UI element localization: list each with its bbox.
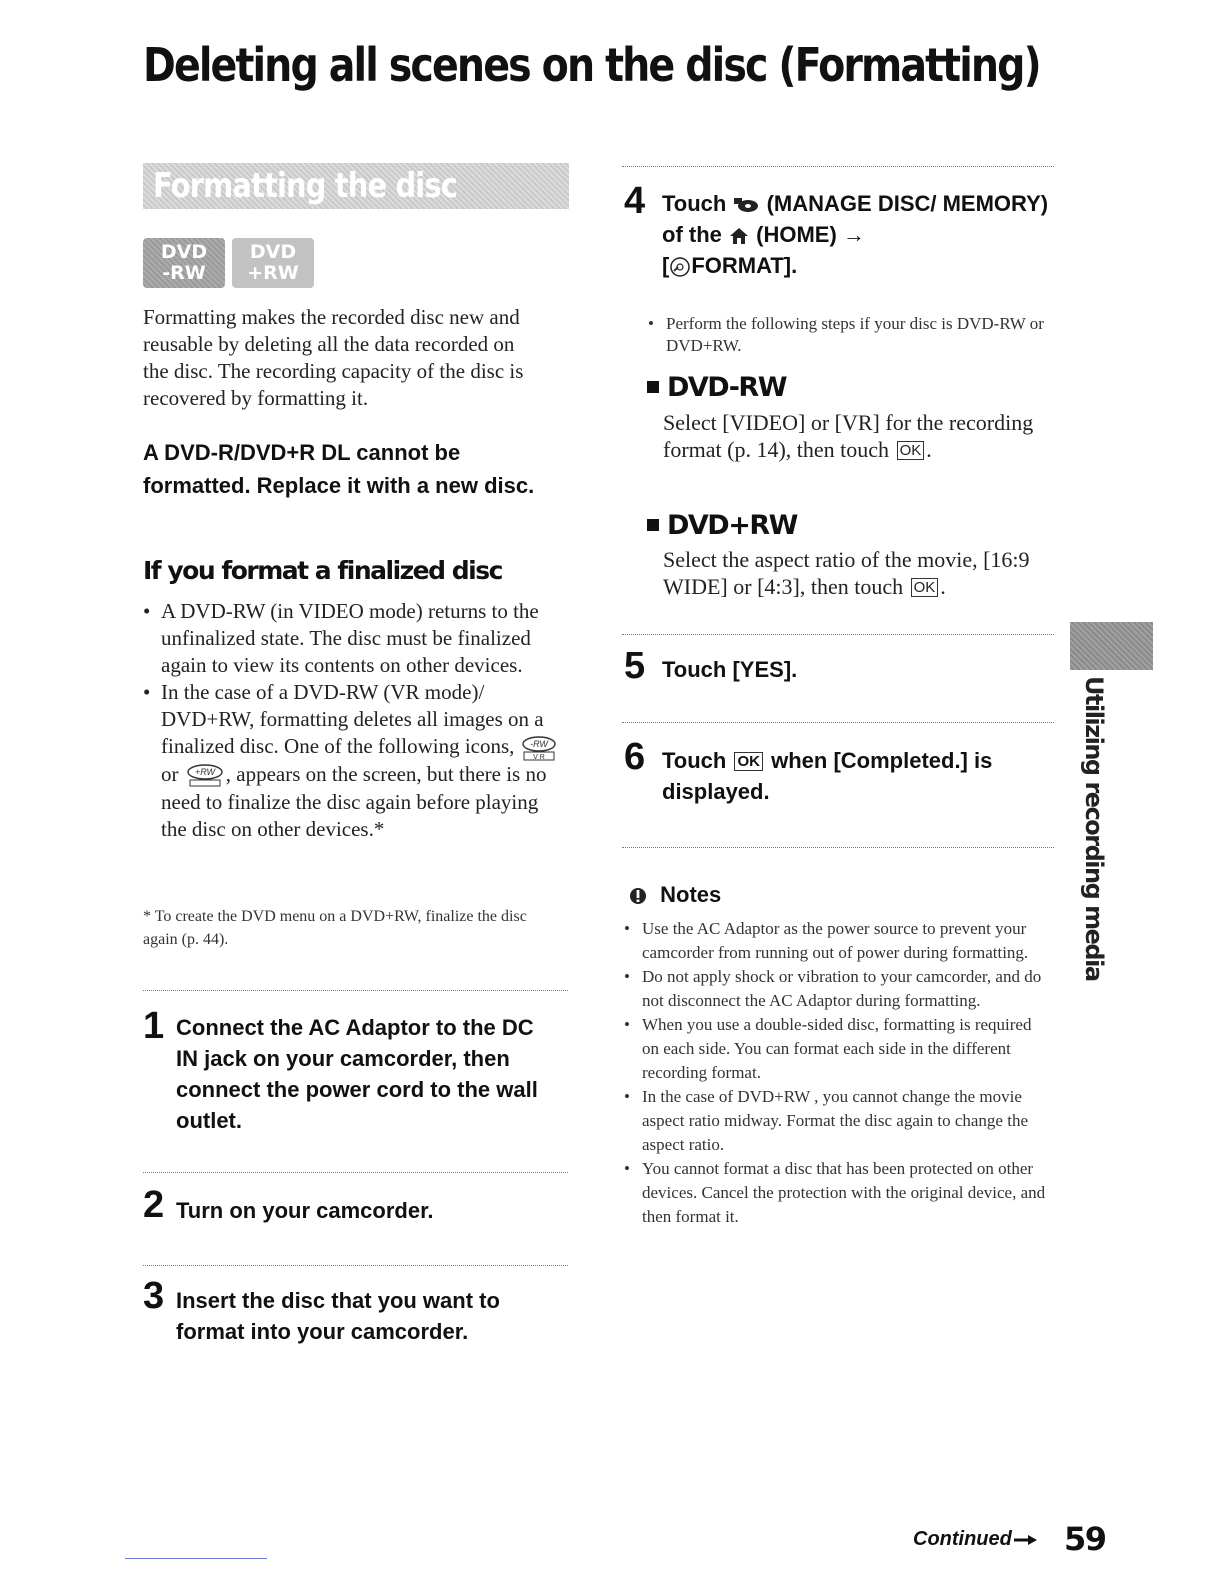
side-tab-label: Utilizing recording media — [1080, 676, 1108, 981]
notes-heading: Notes — [628, 882, 721, 908]
dvd-plus-rw-badge: DVD +RW — [232, 238, 314, 288]
list-item: • Perform the following steps if your disc is DVD-RW or DVD+RW. — [648, 313, 1048, 357]
dvd-rw-text: Select [VIDEO] or [VR] for the recording format (p. 14), then touch OK . — [663, 410, 1034, 462]
divider — [622, 166, 1054, 167]
svg-text:V R: V R — [532, 754, 545, 762]
page-number: 59 — [1064, 1520, 1106, 1558]
step-5-number: 5 — [624, 645, 646, 687]
step-3-text: Insert the disc that you want to format into your camcorder. — [176, 1288, 500, 1344]
step-5-text: Touch [YES]. — [662, 657, 798, 682]
intro-paragraph: Formatting makes the recorded disc new and reusable by deleting all the data recorded on the disc. The recording capacity of the disc is recovered by formatting it. — [143, 305, 524, 410]
list-item: • In the case of a DVD-RW (VR mode)/ DVD+RW, formatting deletes all images on a finalized disc. One of the following icons, -RW V R or +RW , appears on the screen, but there is no need to finalize the disc again before playing the disc on other devices.* — [143, 679, 561, 843]
divider — [622, 847, 1054, 848]
manage-disc-icon — [732, 196, 760, 214]
ok-button-icon: OK — [911, 578, 939, 597]
step-4-text: Touch (MANAGE DISC/ MEMORY) of the (HOME) → [ FORMAT]. — [662, 191, 1049, 278]
minus-rw-vr-icon — [520, 735, 558, 761]
list-item: • You cannot format a disc that has been protected on other devices. Cancel the protection with the original device, and then format it. — [624, 1157, 1049, 1229]
dvd-rw-badge: DVD -RW — [143, 238, 225, 288]
section-banner-label: Formatting the disc — [153, 166, 457, 206]
page-title: Deleting all scenes on the disc (Formatting) — [143, 38, 1040, 92]
step-3-number: 3 — [143, 1275, 165, 1317]
warning-text: A DVD-R/DVD+R DL cannot be formatted. Replace it with a new disc. — [143, 440, 535, 498]
divider — [143, 1265, 568, 1266]
dvd-plus-rw-heading: DVD+RW — [647, 510, 797, 541]
step-6-number: 6 — [624, 736, 646, 778]
side-tab-marker — [1070, 622, 1153, 670]
continued-arrow-icon — [1012, 1533, 1038, 1547]
list-item: • Use the AC Adaptor as the power source to prevent your camcorder from running out of power during formatting. — [624, 917, 1049, 965]
divider — [143, 990, 568, 991]
step-2-text: Turn on your camcorder. — [176, 1198, 434, 1223]
continued-label: Continued — [913, 1528, 1038, 1551]
step-2-number: 2 — [143, 1184, 165, 1226]
bottom-rule — [125, 1558, 267, 1559]
footnote: * To create the DVD menu on a DVD+RW, finalize the disc again (p. 44). — [143, 908, 527, 948]
square-bullet-icon — [647, 381, 659, 393]
dvd-plus-rw-text: Select the aspect ratio of the movie, [16:9 WIDE] or [4:3], then touch OK . — [663, 547, 1030, 599]
home-icon — [728, 226, 750, 246]
finalized-heading: If you format a finalized disc — [143, 556, 502, 585]
list-item: • A DVD-RW (in VIDEO mode) returns to the unfinalized state. The disc must be finalized again to view its contents on other devices. — [143, 598, 561, 679]
step-4-number: 4 — [624, 180, 646, 222]
plus-rw-icon — [184, 763, 226, 789]
ok-button-icon: OK — [897, 441, 925, 460]
step-1-text: Connect the AC Adaptor to the DC IN jack on your camcorder, then connect the power cord to the wall outlet. — [176, 1015, 538, 1133]
list-item: • In the case of DVD+RW , you cannot change the movie aspect ratio midway. Format the disc again to change the aspect ratio. — [624, 1085, 1049, 1157]
notes-list — [624, 917, 1049, 1229]
list-item: • When you use a double-sided disc, formatting is required on each side. You can format each side in the different recording format. — [624, 1013, 1049, 1085]
dvd-rw-heading: DVD-RW — [647, 372, 786, 403]
ok-button-icon: OK — [734, 752, 763, 771]
finalized-bullet-list — [143, 598, 561, 843]
svg-text:-RW: -RW — [529, 739, 548, 750]
step-4-note-list — [648, 313, 1048, 357]
divider — [622, 634, 1054, 635]
divider — [143, 1172, 568, 1173]
divider — [622, 722, 1054, 723]
section-banner — [143, 163, 569, 209]
list-item: • Do not apply shock or vibration to your camcorder, and do not disconnect the AC Adaptor during formatting. — [624, 965, 1049, 1013]
notes-warning-icon — [628, 886, 648, 906]
step-1-number: 1 — [143, 1005, 165, 1047]
svg-text:+RW: +RW — [194, 767, 215, 778]
step-6-text: Touch OK when [Completed.] is displayed. — [662, 748, 993, 804]
format-disc-icon — [669, 256, 691, 278]
square-bullet-icon — [647, 519, 659, 531]
